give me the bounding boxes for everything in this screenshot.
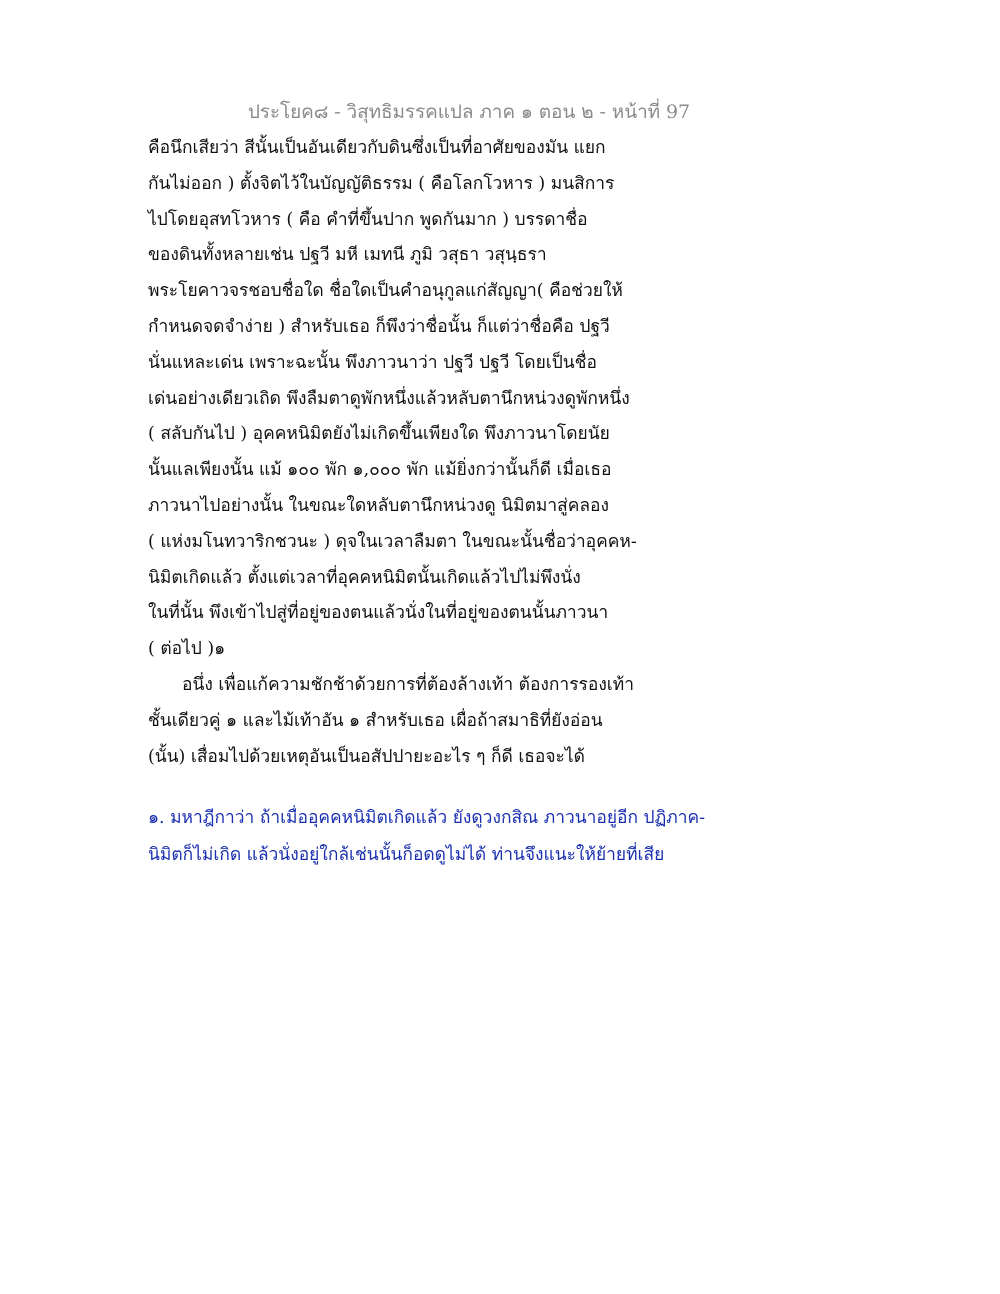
text-line: นั่นแหละเด่น เพราะฉะนั้น พึงภาวนาว่า ปฐวี ปฐวี โดยเป็นชื่อ [148,352,597,373]
text-line: พระโยคาวจรชอบชื่อใด ชื่อใดเป็นคำอนุกูลแก่สัญญา( คือช่วยให้ [148,281,623,302]
text-line: ของดินทั้งหลายเช่น ปฐวี มหี เมทนี ภูมิ วสุธา วสุนฺธรา [148,245,547,266]
text-line: ชั้นเดียวคู่ ๑ และไม้เท้าอัน ๑ สำหรับเธอ เผื่อถ้าสมาธิที่ยังอ่อน [148,710,603,731]
page-header: ประโยค๘ - วิสุทธิมรรคแปล ภาค ๑ ตอน ๒ - หน้าที่ 97 [247,101,690,123]
text-line: กันไม่ออก ) ตั้งจิตไว้ในบัญญัติธรรม ( คือโลกโวหาร ) มนสิการ [148,173,615,194]
text-line: กำหนดจดจำง่าย ) สำหรับเธอ ก็พึงว่าชื่อนั้น ก็แต่ว่าชื่อคือ ปฐวี [148,316,610,337]
text-line: ( สลับกันไป ) อุคคหนิมิตยังไม่เกิดขึ้นเพียงใด พึงภาวนาโดยนัย [148,424,610,445]
footnote-line: นิมิตก็ไม่เกิด แล้วนั่งอยู่ใกล้เช่นนั้นก็อดดูไม่ได้ ท่านจึงแนะให้ย้ายที่เสีย [148,845,665,865]
text-line: คือนึกเสียว่า สีนั้นเป็นอันเดียวกับดินซึ่งเป็นที่อาศัยของมัน แยก [148,138,606,158]
text-line: เด่นอย่างเดียวเถิด พึงลืมตาดูพักหนึ่งแล้วหลับตานึกหน่วงดูพักหนึ่ง [148,388,630,409]
text-line: (นั้น) เสื่อมไปด้วยเหตุอันเป็นอสัปปายะอะไร ๆ ก็ดี เธอจะได้ [148,746,585,767]
paragraph-first-line: อนึ่ง เพื่อแก้ความชักช้าด้วยการที่ต้องล้างเท้า ต้องการรองเท้า [182,674,634,695]
text-line: ( แห่งมโนทวาริกชวนะ ) ดุจในเวลาลืมตา ในขณะนั้นชื่อว่าอุคคห- [148,531,637,552]
main-text [148,131,648,775]
text-line: ( ต่อไป )๑ [148,639,226,660]
text-line: ภาวนาไปอย่างนั้น ในขณะใดหลับตานึกหน่วงดู นิมิตมาสู่คลอง [148,495,609,516]
text-line: นิมิตเกิดแล้ว ตั้งแต่เวลาที่อุคคหนิมิตนั้นเกิดแล้วไปไม่พึงนั่ง [148,567,581,588]
text-line: ในที่นั้น พึงเข้าไปสู่ที่อยู่ของตนแล้วนั่งในที่อยู่ของตนนั้นภาวนา [148,603,609,624]
footnote [148,800,708,874]
text-line: ไปโดยอุสทโวหาร ( คือ คำที่ขึ้นปาก พูดกันมาก ) บรรดาชื่อ [148,209,588,230]
footnote-line: ๑. มหาฎีกาว่า ถ้าเมื่ออุคคหนิมิตเกิดแล้ว ยังดูวงกสิณ ภาวนาอยู่อีก ปฏิภาค- [148,808,705,828]
text-line: นั้นแลเพียงนั้น แม้ ๑๐๐ พัก ๑,๐๐๐ พัก แม้ยิ่งกว่านั้นก็ดี เมื่อเธอ [148,460,612,481]
